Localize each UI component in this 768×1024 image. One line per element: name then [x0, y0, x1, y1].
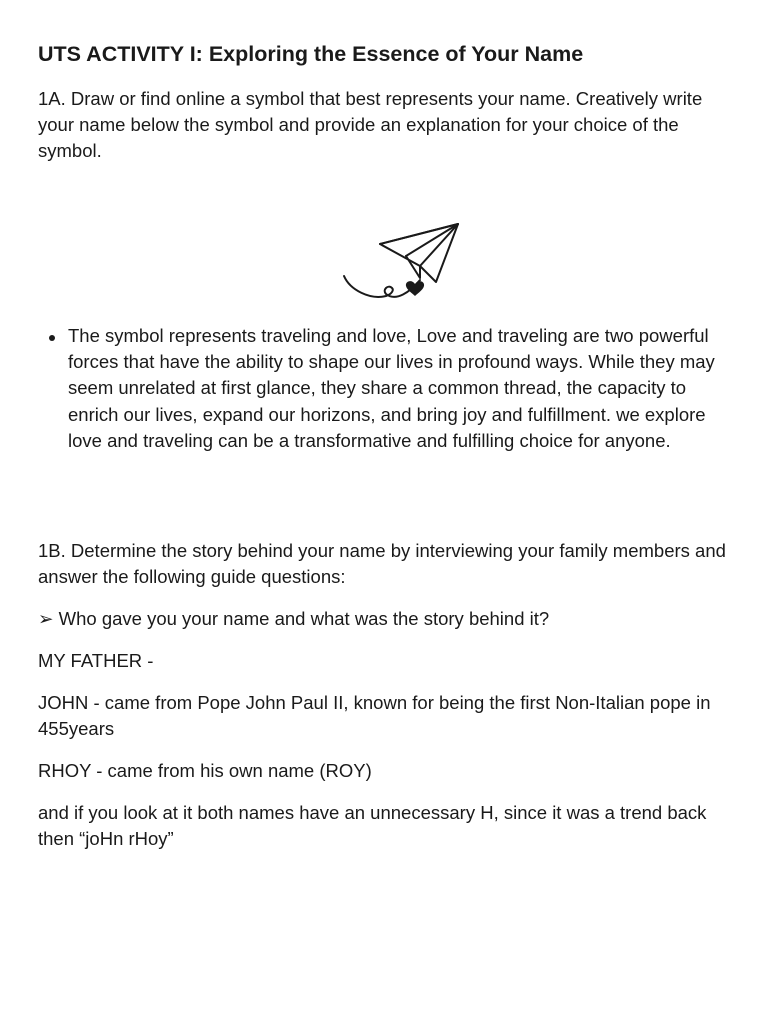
answer-trend: and if you look at it both names have an unnecessary H, since it was a trend back then “joHn rHoy” — [38, 802, 707, 850]
section-1b-prompt: 1B. Determine the story behind your name by interviewing your family members and answer the following guide questions: — [38, 540, 726, 588]
answer-father: MY FATHER - — [38, 650, 154, 671]
symbol-explanation-list — [38, 323, 728, 454]
bullet-dot — [49, 335, 55, 341]
answer-rhoy: RHOY - came from his own name (ROY) — [38, 760, 372, 781]
guide-question-1: ➢ Who gave you your name and what was the story behind it? — [38, 608, 550, 629]
section-1a-prompt: 1A. Draw or find online a symbol that best represents your name. Creatively write your name below the symbol and provide an explanation for your choice of the symbol. — [38, 88, 703, 162]
list-item — [38, 323, 728, 454]
answer-john: JOHN - came from Pope John Paul II, known for being the first Non-Italian pope in 455years — [38, 692, 711, 740]
symbol-explanation-text: The symbol represents traveling and love, Love and traveling are two powerful forces that have the ability to shape our lives in profound ways. While they may seem unrelated at first glance, they share a common thread, the capacity to enrich our lives, expand our horizons, and bring joy and fulfillment. we explore love and traveling can be a transformative and fulfilling choice for anyone. — [68, 325, 715, 451]
paper-plane-with-heart-trail-icon — [300, 218, 462, 310]
document-title: UTS ACTIVITY I: Exploring the Essence of Your Name — [38, 42, 584, 66]
